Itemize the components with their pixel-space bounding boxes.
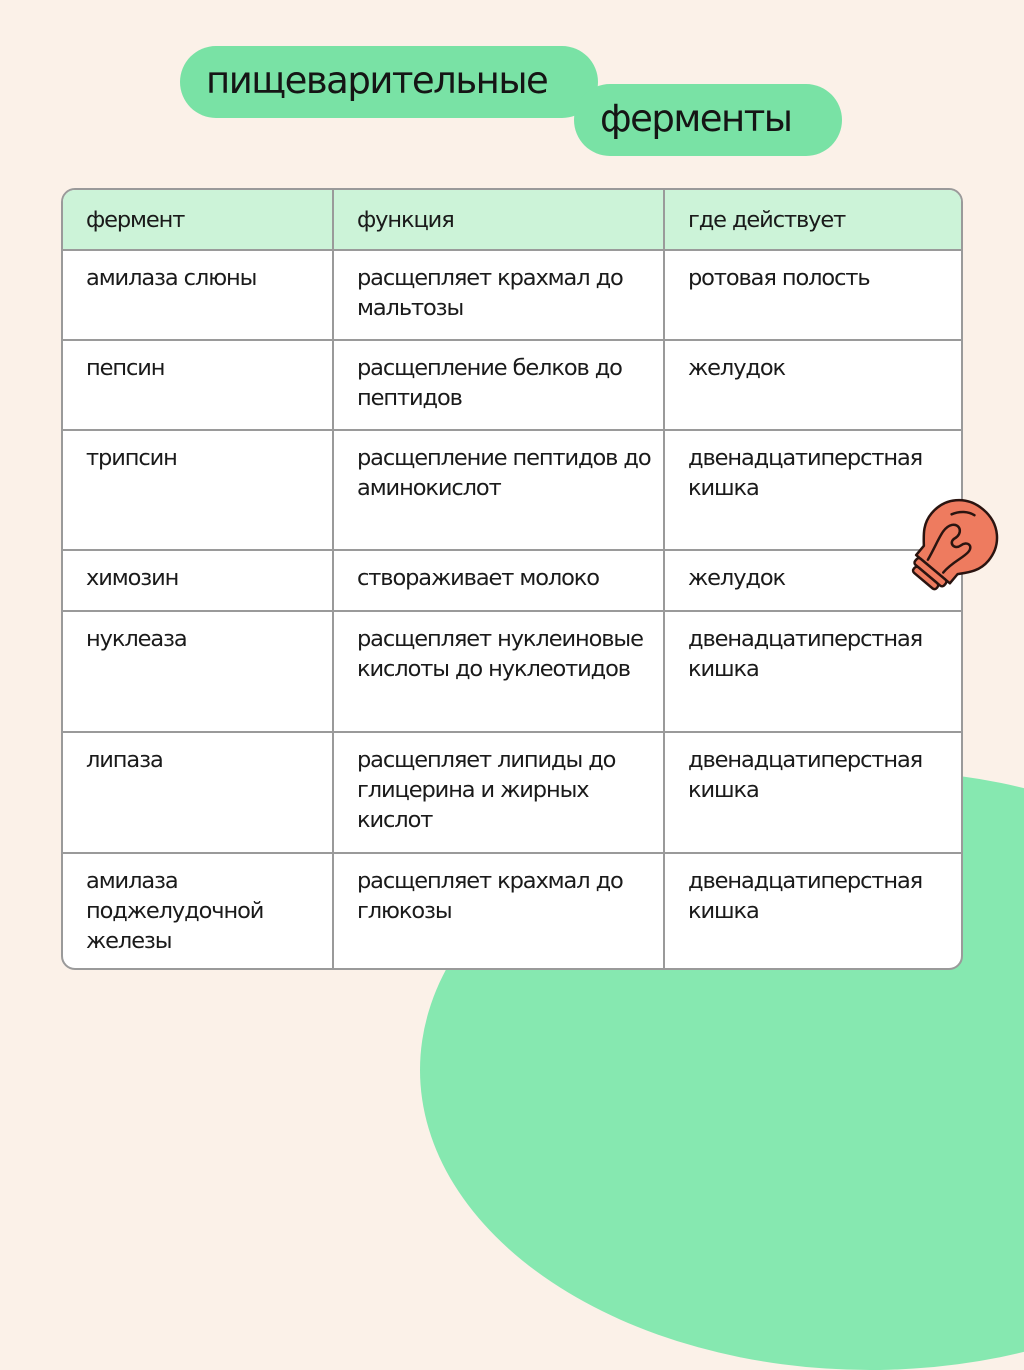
cell-location: ротовая полость: [664, 250, 961, 340]
cell-function: расщепление пептидов до аминокислот: [333, 430, 664, 550]
cell-enzyme: нуклеаза: [63, 611, 333, 732]
cell-enzyme: липаза: [63, 732, 333, 853]
cell-enzyme: амилаза поджелудочной железы: [63, 853, 333, 970]
cell-function: расщепляет липиды до глицерина и жирных кислот: [333, 732, 664, 853]
title-line-1: пищеварительные: [180, 46, 598, 118]
cell-enzyme: химозин: [63, 550, 333, 611]
header-location: где действует: [664, 190, 961, 250]
table-row: [63, 250, 961, 340]
header-enzyme: фермент: [63, 190, 333, 250]
table-row: [63, 611, 961, 732]
header-function: функция: [333, 190, 664, 250]
cell-function: расщепляет нуклеиновые кислоты до нуклеотидов: [333, 611, 664, 732]
cell-enzyme: амилаза слюны: [63, 250, 333, 340]
table-row: [63, 853, 961, 970]
title-line-2: ферменты: [574, 84, 842, 156]
enzyme-table: [61, 188, 963, 970]
cell-function: расщепление белков до пептидов: [333, 340, 664, 430]
cell-function: расщепляет крахмал до мальтозы: [333, 250, 664, 340]
lightbulb-icon: [900, 495, 1010, 595]
table-row: [63, 340, 961, 430]
cell-location: двенадцатиперстная кишка: [664, 732, 961, 853]
cell-location: желудок: [664, 550, 961, 611]
cell-function: расщепляет крахмал до глюкозы: [333, 853, 664, 970]
table-row: [63, 550, 961, 611]
table-row: [63, 732, 961, 853]
cell-enzyme: трипсин: [63, 430, 333, 550]
cell-location: желудок: [664, 340, 961, 430]
cell-location: двенадцатиперстная кишка: [664, 611, 961, 732]
cell-location: двенадцатиперстная кишка: [664, 430, 961, 550]
cell-enzyme: пепсин: [63, 340, 333, 430]
table-row: [63, 430, 961, 550]
cell-location: двенадцатиперстная кишка: [664, 853, 961, 970]
cell-function: створаживает молоко: [333, 550, 664, 611]
table-header-row: [63, 190, 961, 250]
